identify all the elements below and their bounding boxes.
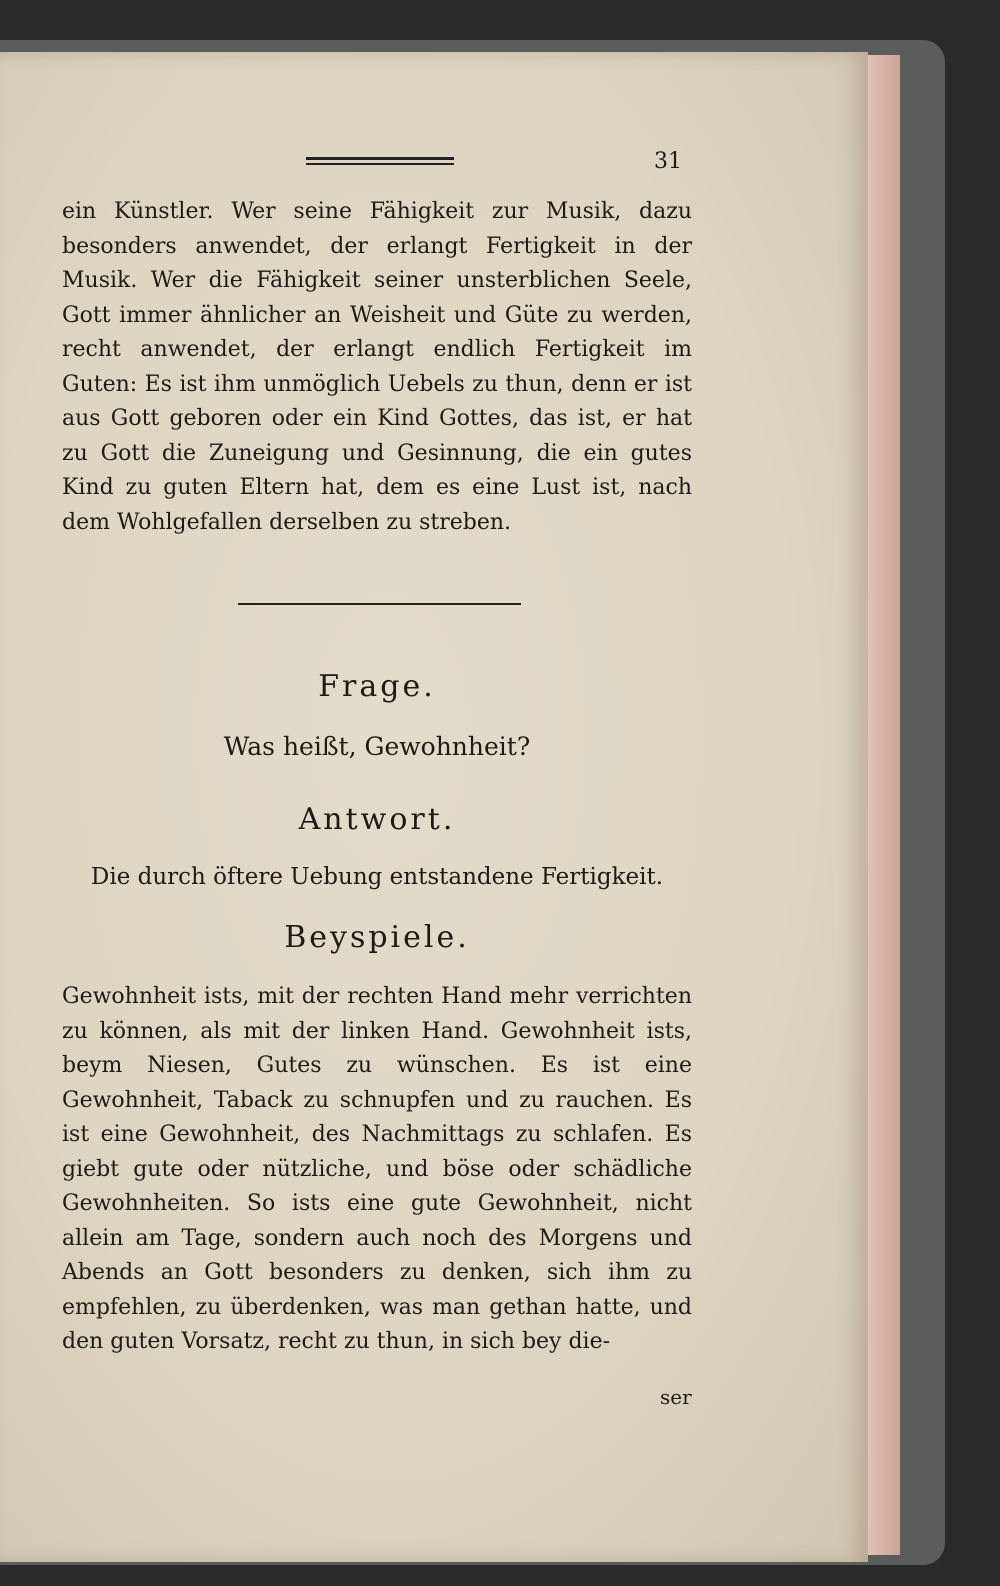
page-number: 31	[654, 149, 682, 174]
answer-text: Die durch öftere Uebung entstandene Fertigkeit.	[90, 864, 664, 890]
heading-beispiele: Beyspiele.	[284, 920, 470, 955]
catchword: ser	[660, 1385, 692, 1409]
question-text: Was heißt, Gewohnheit?	[223, 732, 531, 761]
section-divider	[238, 603, 521, 605]
page-content	[62, 52, 702, 1562]
book-page	[0, 52, 868, 1562]
heading-antwort: Antwort.	[298, 802, 456, 837]
paragraph-2: Gewohnheit ists, mit der rechten Hand mehr verrichten zu können, als mit der linken Hand. Gewohnheit ists, beym Niesen, Gutes zu wünschen. Es ist eine Gewohnheit, Taback zu schnupfen und zu rauchen. Es ist eine Gewohnheit, des Nachmittags zu schlafen. Es giebt gute oder nützliche, und böse oder schädliche Gewohnheiten. So ists eine gute Gewohnheit, nicht allein am Tage, sondern auch noch des Morgens und Abends an Gott besonders zu denken, sich ihm zu empfehlen, zu überdenken, was man gethan hatte, und den guten Vorsatz, recht zu thun, in sich bey die-	[62, 984, 692, 1354]
paragraph-1: ein Künstler. Wer seine Fähigkeit zur Musik, dazu besonders anwendet, der erlangt Fertigkeit in der Musik. Wer die Fähigkeit seiner unsterblichen Seele, Gott immer ähnlicher an Weisheit und Güte zu werden, recht anwendet, der erlangt endlich Fertigkeit im Guten: Es ist ihm unmöglich Uebels zu thun, denn er ist aus Gott geboren oder ein Kind Gottes, das ist, er hat zu Gott die Zuneigung und Gesinnung, die ein gutes Kind zu guten Eltern hat, dem es eine Lust ist, nach dem Wohlgefallen derselben zu streben.	[62, 199, 692, 535]
header-double-rule	[306, 157, 454, 165]
heading-frage: Frage.	[318, 669, 436, 704]
